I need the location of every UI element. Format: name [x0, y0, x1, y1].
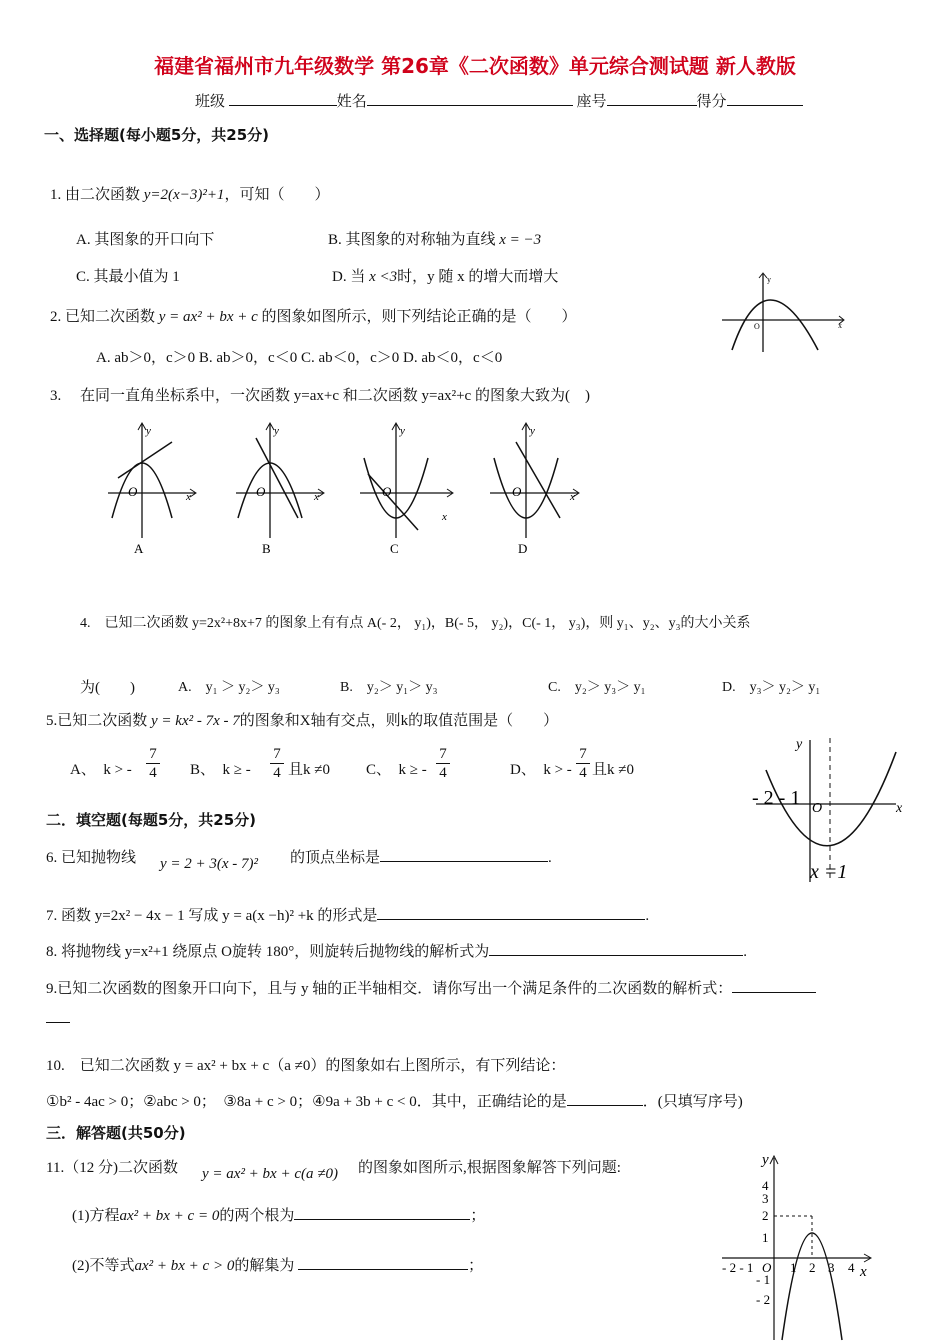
q11-part2-formula: ax² + bx + c > 0: [134, 1258, 235, 1274]
q8-stem: [46, 940, 747, 961]
q5-frac-c-num: 7: [436, 745, 450, 764]
q2-parabola: [732, 300, 818, 350]
q11-part1-label: (1)方程: [72, 1208, 120, 1224]
q10-tail: ．(只填写序号): [642, 1094, 743, 1110]
q11-tick-y1: 1: [762, 1230, 769, 1245]
q7-text: 7. 函数 y=2x² − 4x − 1 写成 y = a(x −h)² +k 的形式是: [46, 908, 378, 924]
q4-point-a: (- 2， y₁): [377, 616, 431, 631]
q9-answer-continuation[interactable]: [46, 1022, 70, 1023]
q5-option-c-text: C、 k ≥ -: [366, 762, 427, 778]
q11-part1-tail: 的两个根为: [219, 1208, 295, 1224]
q11-formula: y = ax² + bx + c(a ≠0): [202, 1166, 338, 1182]
q11-tick-x4: 4: [848, 1260, 855, 1275]
q3d-label: D: [518, 541, 528, 556]
q2-stem: [50, 305, 577, 326]
q11-stem: 11.（12 分)二次函数: [46, 1160, 178, 1176]
q11-part1-semi: ；: [470, 1208, 486, 1224]
q3a-line: [118, 442, 172, 478]
q1-stem-text: 1. 由二次函数: [50, 187, 141, 203]
q4-stem-text: 4. 已知二次函数 y=2x²+8x+7 的图象上有有点 A: [80, 616, 377, 631]
q5-option-b-text: B、 k ≥ -: [190, 762, 251, 778]
q1-option-d-text: D. 当: [332, 269, 366, 285]
q3b-label: B: [262, 541, 271, 556]
q10-stem: 10. 已知二次函数 y = ax² + bx + c（a ≠0）的图象如右上图所示，有下列结论：: [46, 1058, 566, 1074]
page-title: 福建省福州市九年级数学 第26章《二次函数》单元综合测试题 新人教版: [154, 54, 796, 78]
q5-formula: y = kx² - 7x - 7: [151, 713, 240, 729]
q10-conclusions-text: ①b² - 4ac > 0；②abc > 0； ③8a + c > 0；④9a + 3b + c < 0．其中，正确结论的是: [46, 1094, 567, 1110]
q10-x-label: x: [896, 801, 903, 816]
name-label: 姓名: [336, 94, 367, 110]
q4-stem: [80, 612, 750, 632]
q5-frac-d-den: 4: [579, 765, 587, 781]
q5-option-d-tail: 且k ≠0: [592, 762, 634, 778]
q3b-x-label: x: [314, 491, 319, 503]
q11-part2-label: (2)不等式: [72, 1258, 135, 1274]
q5-frac-c: [436, 745, 450, 782]
q10-left-ticks: - 2 - 1: [752, 787, 801, 809]
q6-formula: y = 2 + 3(x - 7)²: [160, 856, 259, 872]
q8-text: 8. 将抛物线 y=x²+1 绕原点 O旋转 180°，则旋转后抛物线的解析式为: [46, 944, 490, 960]
q5-option-d-text: D、 k > -: [510, 762, 572, 778]
q3a-x-label: x: [186, 491, 191, 503]
q3c-y-label: y: [400, 425, 405, 437]
q2-options[interactable]: A. ab＞0，c＞0 B. ab＞0，c＜0 C. ab＜0，c＞0 D. ab＜0，c＜0: [96, 350, 503, 366]
q11-tick-ym2: - 2: [756, 1292, 771, 1307]
q10-eq-label: x =1: [810, 861, 848, 883]
q3-stem: 3. 在同一直角坐标系中，一次函数 y=ax+c 和二次函数 y=ax²+c 的图象大致为( ): [50, 388, 590, 404]
q5-stem-text: 5.已知二次函数: [46, 713, 148, 729]
q11-parabola: [782, 1233, 842, 1340]
q5-option-b[interactable]: [190, 758, 251, 779]
q11-part1: [72, 1204, 485, 1225]
section-choice-heading: 一、选择题(每小题5分，共25分): [44, 126, 270, 144]
q11-tick-x3: 3: [828, 1260, 835, 1275]
q5-frac-a-den: 4: [149, 765, 157, 781]
q5-frac-b-den: 4: [273, 765, 281, 781]
q11-part1-formula: ax² + bx + c = 0: [119, 1208, 220, 1224]
q10-origin: O: [812, 801, 823, 816]
q9-text: 9.已知二次函数的图象开口向下，且与 y 轴的正半轴相交．请你写出一个满足条件的二次函数的解析式：: [46, 981, 733, 997]
q7-stem: [46, 904, 649, 925]
q3c-x-label: x: [442, 511, 447, 523]
q8-answer-field[interactable]: [489, 941, 743, 956]
q6-tail-text: 的顶点坐标是: [290, 850, 381, 866]
q3c-origin: O: [382, 484, 392, 499]
q11-tick-y3: 3: [762, 1191, 769, 1206]
q1-option-b[interactable]: [328, 228, 541, 249]
q11-part2-answer-field[interactable]: [298, 1255, 468, 1270]
section-fill-heading: 二．填空题(每题5分，共25分): [46, 811, 257, 829]
q3a-origin: O: [128, 484, 138, 499]
q3c-line: [368, 474, 418, 530]
q3b-line: [256, 438, 298, 518]
q6-tail: [290, 846, 552, 867]
q4-point-b: (- 5， y₂): [454, 616, 509, 631]
q4-line2: 为( ): [80, 680, 135, 696]
q3b-y-label: y: [274, 425, 279, 437]
section-answer-heading: 三．解答题(共50分): [46, 1124, 186, 1142]
q10-figure: [748, 730, 918, 885]
q5-frac-b: [270, 745, 284, 782]
q2-y-label: y: [767, 275, 771, 284]
student-info: [195, 90, 803, 111]
seat-field[interactable]: [607, 91, 697, 106]
q5-option-b-tail: 且k ≠0: [288, 762, 330, 778]
score-label: 得分: [696, 94, 727, 110]
q1-stem: [50, 183, 329, 204]
q6-answer-field[interactable]: [380, 847, 548, 862]
q4-option-c[interactable]: C. y₂＞ y₃＞ y₁: [548, 680, 646, 695]
q11-y-label: y: [762, 1152, 769, 1168]
q3-graph-a[interactable]: [100, 418, 210, 558]
q10-conclusions: [46, 1090, 743, 1111]
q4-c-label: ，C: [508, 616, 532, 631]
q5-option-a[interactable]: [70, 758, 132, 779]
q3d-origin: O: [512, 484, 522, 499]
q11-tail: 的图象如图所示,根据图象解答下列问题:: [358, 1160, 621, 1176]
q4-option-a[interactable]: A. y₁ ＞ y₂＞ y₃: [178, 680, 280, 695]
q5-frac-d: [576, 745, 590, 782]
q3-graph-d[interactable]: [484, 418, 594, 558]
q1-option-d[interactable]: [332, 265, 558, 286]
q3d-y-label: y: [530, 425, 535, 437]
q11-tick-y2: 2: [762, 1208, 769, 1223]
q5-option-d[interactable]: [510, 758, 572, 779]
q6-end: .: [548, 850, 552, 866]
q8-end: .: [743, 944, 747, 960]
score-field[interactable]: [727, 91, 803, 106]
q11-tick-x2: 2: [809, 1260, 816, 1275]
q4-b-label: ，B: [430, 616, 455, 631]
q11-origin: O: [762, 1260, 772, 1275]
q11-tick-y4: 4: [762, 1178, 769, 1193]
q1-option-b-text: B. 其图象的对称轴为直线: [328, 232, 496, 248]
q2-figure: [718, 270, 850, 355]
q3a-y-label: y: [146, 425, 151, 437]
q4-option-b[interactable]: B. y₂＞ y₁＞ y₃: [340, 680, 438, 695]
q2-stem-text: 2. 已知二次函数: [50, 309, 156, 325]
q2-formula: y = ax² + bx + c: [158, 309, 258, 325]
q3d-line: [516, 442, 560, 518]
q5-stem: [46, 709, 558, 730]
q1-option-a[interactable]: A. 其图象的开口向下: [76, 232, 215, 248]
q10-y-label: y: [796, 737, 803, 752]
q3b-origin: O: [256, 484, 266, 499]
q5-tail: 的图象和X轴有交点，则k的取值范围是（ ）: [239, 713, 559, 729]
class-field[interactable]: [229, 91, 337, 106]
q1-option-b-math: x = −3: [499, 232, 542, 248]
q2-origin: O: [754, 322, 760, 331]
q5-option-c[interactable]: [366, 758, 427, 779]
q9-stem: [46, 977, 816, 998]
q3d-x-label: x: [570, 491, 575, 503]
q7-answer-field[interactable]: [377, 905, 645, 920]
q11-tick-ym1: - 1: [756, 1272, 771, 1287]
q3-graph-c[interactable]: [356, 418, 466, 558]
q1-option-d-tail: 时，y 随 x 的增大而增大: [397, 269, 559, 285]
q6-stem: 6. 已知抛物线: [46, 850, 137, 866]
q11-part2-semi: ；: [468, 1258, 484, 1274]
q11-part2: [72, 1254, 483, 1275]
q11-tick-x-neg: - 2 - 1: [722, 1260, 754, 1275]
q4-option-d[interactable]: D. y₃＞ y₂＞ y₁: [722, 680, 821, 695]
q5-frac-a: [146, 745, 160, 782]
q2-tail: 的图象如图所示，则下列结论正确的是（ ）: [261, 309, 577, 325]
q5-option-a-text: A、 k > -: [70, 762, 132, 778]
q4-tail: ，则 y₁、y₂、y₃的大小关系: [585, 616, 751, 631]
q5-frac-a-num: 7: [146, 745, 160, 764]
q11-part2-tail: 的解集为: [234, 1258, 295, 1274]
q11-tick-x1: 1: [790, 1260, 797, 1275]
q1-option-c[interactable]: C. 其最小值为 1: [76, 269, 180, 285]
q11-part1-answer-field[interactable]: [294, 1205, 470, 1220]
q1-option-d-math: x <3: [369, 269, 398, 285]
q3a-label: A: [134, 541, 144, 556]
q2-x-label: x: [838, 321, 842, 330]
q7-end: .: [645, 908, 650, 924]
q11-x-label: x: [860, 1264, 867, 1280]
q3-graph-b[interactable]: [228, 418, 338, 558]
q5-frac-b-num: 7: [270, 745, 284, 764]
q10-answer-field[interactable]: [567, 1091, 643, 1106]
class-label: 班级: [195, 94, 226, 110]
q3c-label: C: [390, 541, 399, 556]
q4-point-c: (- 1， y₃): [531, 616, 586, 631]
q5-frac-c-den: 4: [439, 765, 447, 781]
q1-formula: y=2(x−3)²+1: [143, 187, 225, 203]
q11-figure: [718, 1146, 878, 1342]
q5-frac-d-num: 7: [576, 745, 590, 764]
q9-answer-field[interactable]: [732, 978, 816, 993]
q1-tail: ，可知（ ）: [224, 187, 330, 203]
name-field[interactable]: [367, 91, 573, 106]
seat-label: 座号: [576, 94, 607, 110]
